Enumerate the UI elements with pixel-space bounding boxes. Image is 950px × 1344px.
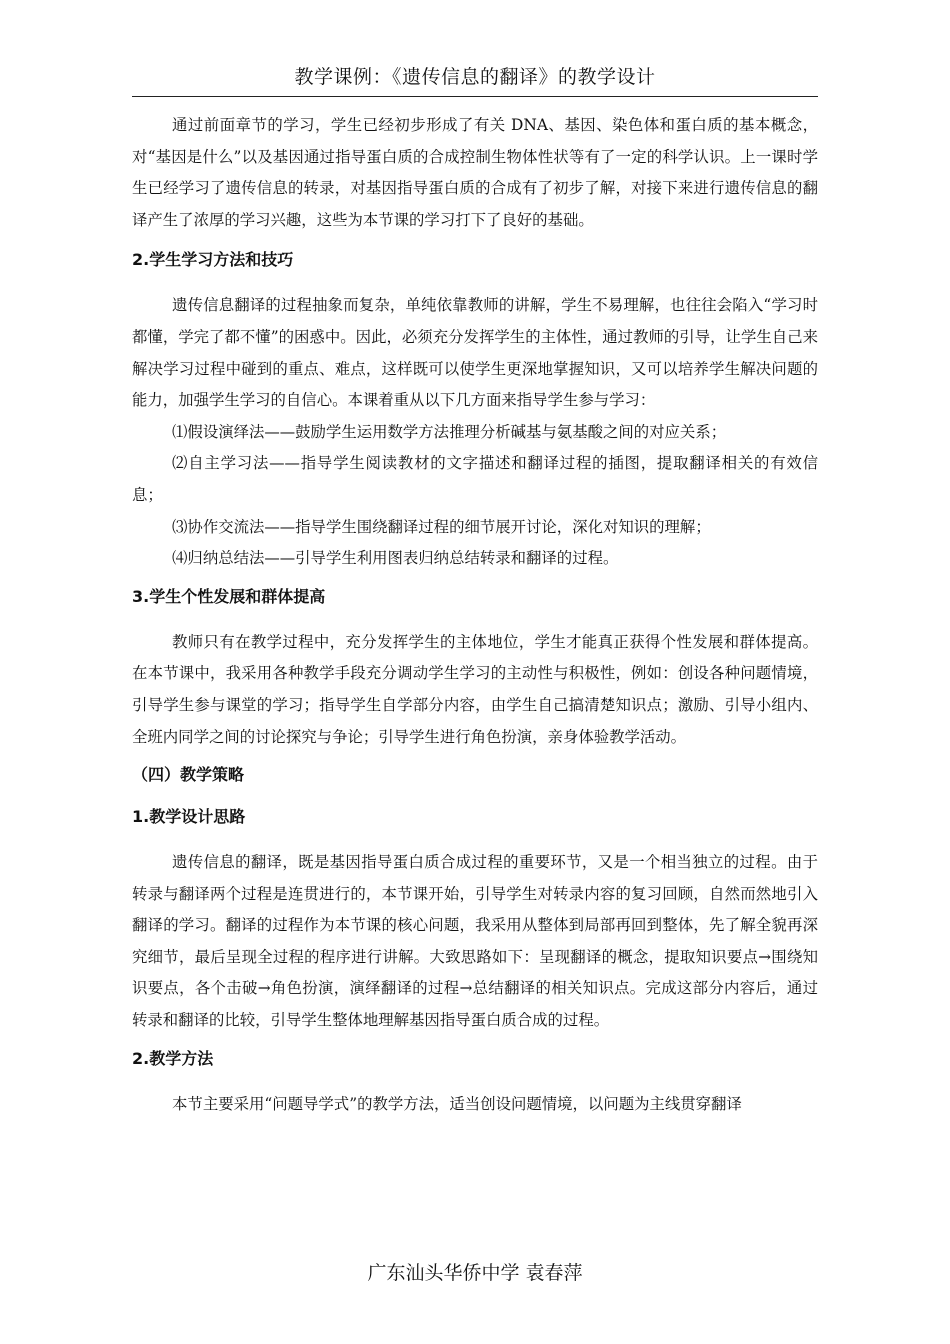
paragraph-learning-methods: 遗传信息翻译的过程抽象而复杂，单纯依靠教师的讲解，学生不易理解，也往往会陷入“学习时都懂，学完了都不懂”的困惑中。因此，必须充分发挥学生的主体性，通过教师的引导，让学生自己来解决学习过程中碰到的重点、难点，这样既可以使学生更深地掌握知识，又可以培养学生解决问题的能力，加强学生学习的自信心。本课着重从以下几方面来指导学生参与学习： (132, 296, 818, 410)
paragraph-teaching-method: 本节主要采用“问题导学式”的教学方法，适当创设问题情境，以问题为主线贯穿翻译 (172, 1094, 742, 1113)
document-title: 教学课例：《遗传信息的翻译》的教学设计 (294, 66, 656, 88)
page-footer (0, 1258, 950, 1288)
paragraph-individual-development: 教师只有在教学过程中，充分发挥学生的主体地位，学生才能真正获得个性发展和群体提高。在本节课中，我采用各种教学手段充分调动学生学习的主动性与积极性，例如：创设各种问题情境，引导学生参与课堂的学习；指导学生自学部分内容，由学生自己搞清楚知识点；激励、引导小组内、全班内同学之间的讨论探究与争论；引导学生进行角色扮演，亲身体验教学活动。 (132, 632, 818, 746)
heading-teaching-method: 2.教学方法 (132, 1048, 214, 1068)
paragraph-intro: 通过前面章节的学习，学生已经初步形成了有关 DNA、基因、染色体和蛋白质的基本概念，对“基因是什么”以及基因通过指导蛋白质的合成控制生物体性状等有了一定的科学认识。上一课时学生已经学习了遗传信息的转录，对基因指导蛋白质的合成有了初步了解，对接下来进行遗传信息的翻译产生了浓厚的学习兴趣，这些为本节课的学习打下了良好的基础。 (132, 116, 818, 229)
document-body (132, 110, 818, 1120)
list-item-self-study: ⑵自主学习法——指导学生阅读教材的文字描述和翻译过程的插图，提取翻译相关的有效信息； (132, 454, 818, 504)
footer-author: 广东汕头华侨中学 袁春萍 (367, 1262, 583, 1284)
heading-learning-methods: 2.学生学习方法和技巧 (132, 250, 294, 270)
heading-teaching-strategy: （四）教学策略 (132, 765, 245, 785)
heading-individual-development: 3.学生个性发展和群体提高 (132, 586, 326, 606)
list-item-collaboration: ⑶协作交流法——指导学生围绕翻译过程的细节展开讨论，深化对知识的理解； (172, 517, 711, 536)
paragraph-design-approach: 遗传信息的翻译，既是基因指导蛋白质合成过程的重要环节，又是一个相当独立的过程。由于转录与翻译两个过程是连贯进行的，本节课开始，引导学生对转录内容的复习回顾，自然而然地引入翻译的学习。翻译的过程作为本节课的核心问题，我采用从整体到局部再回到整体，先了解全貌再深究细节，最后呈现全过程的程序进行讲解。大致思路如下：呈现翻译的概念，提取知识要点→围绕知识要点，各个击破→角色扮演，演绎翻译的过程→总结翻译的相关知识点。完成这部分内容后，通过转录和翻译的比较，引导学生整体地理解基因指导蛋白质合成的过程。 (132, 853, 818, 1030)
page-header (132, 62, 818, 97)
list-item-summary: ⑷归纳总结法——引导学生利用图表归纳总结转录和翻译的过程。 (172, 549, 619, 568)
heading-design-approach: 1.教学设计思路 (132, 807, 246, 827)
list-item-hypothesis-deduction: ⑴假设演绎法——鼓励学生运用数学方法推理分析碱基与氨基酸之间的对应关系； (172, 422, 727, 441)
